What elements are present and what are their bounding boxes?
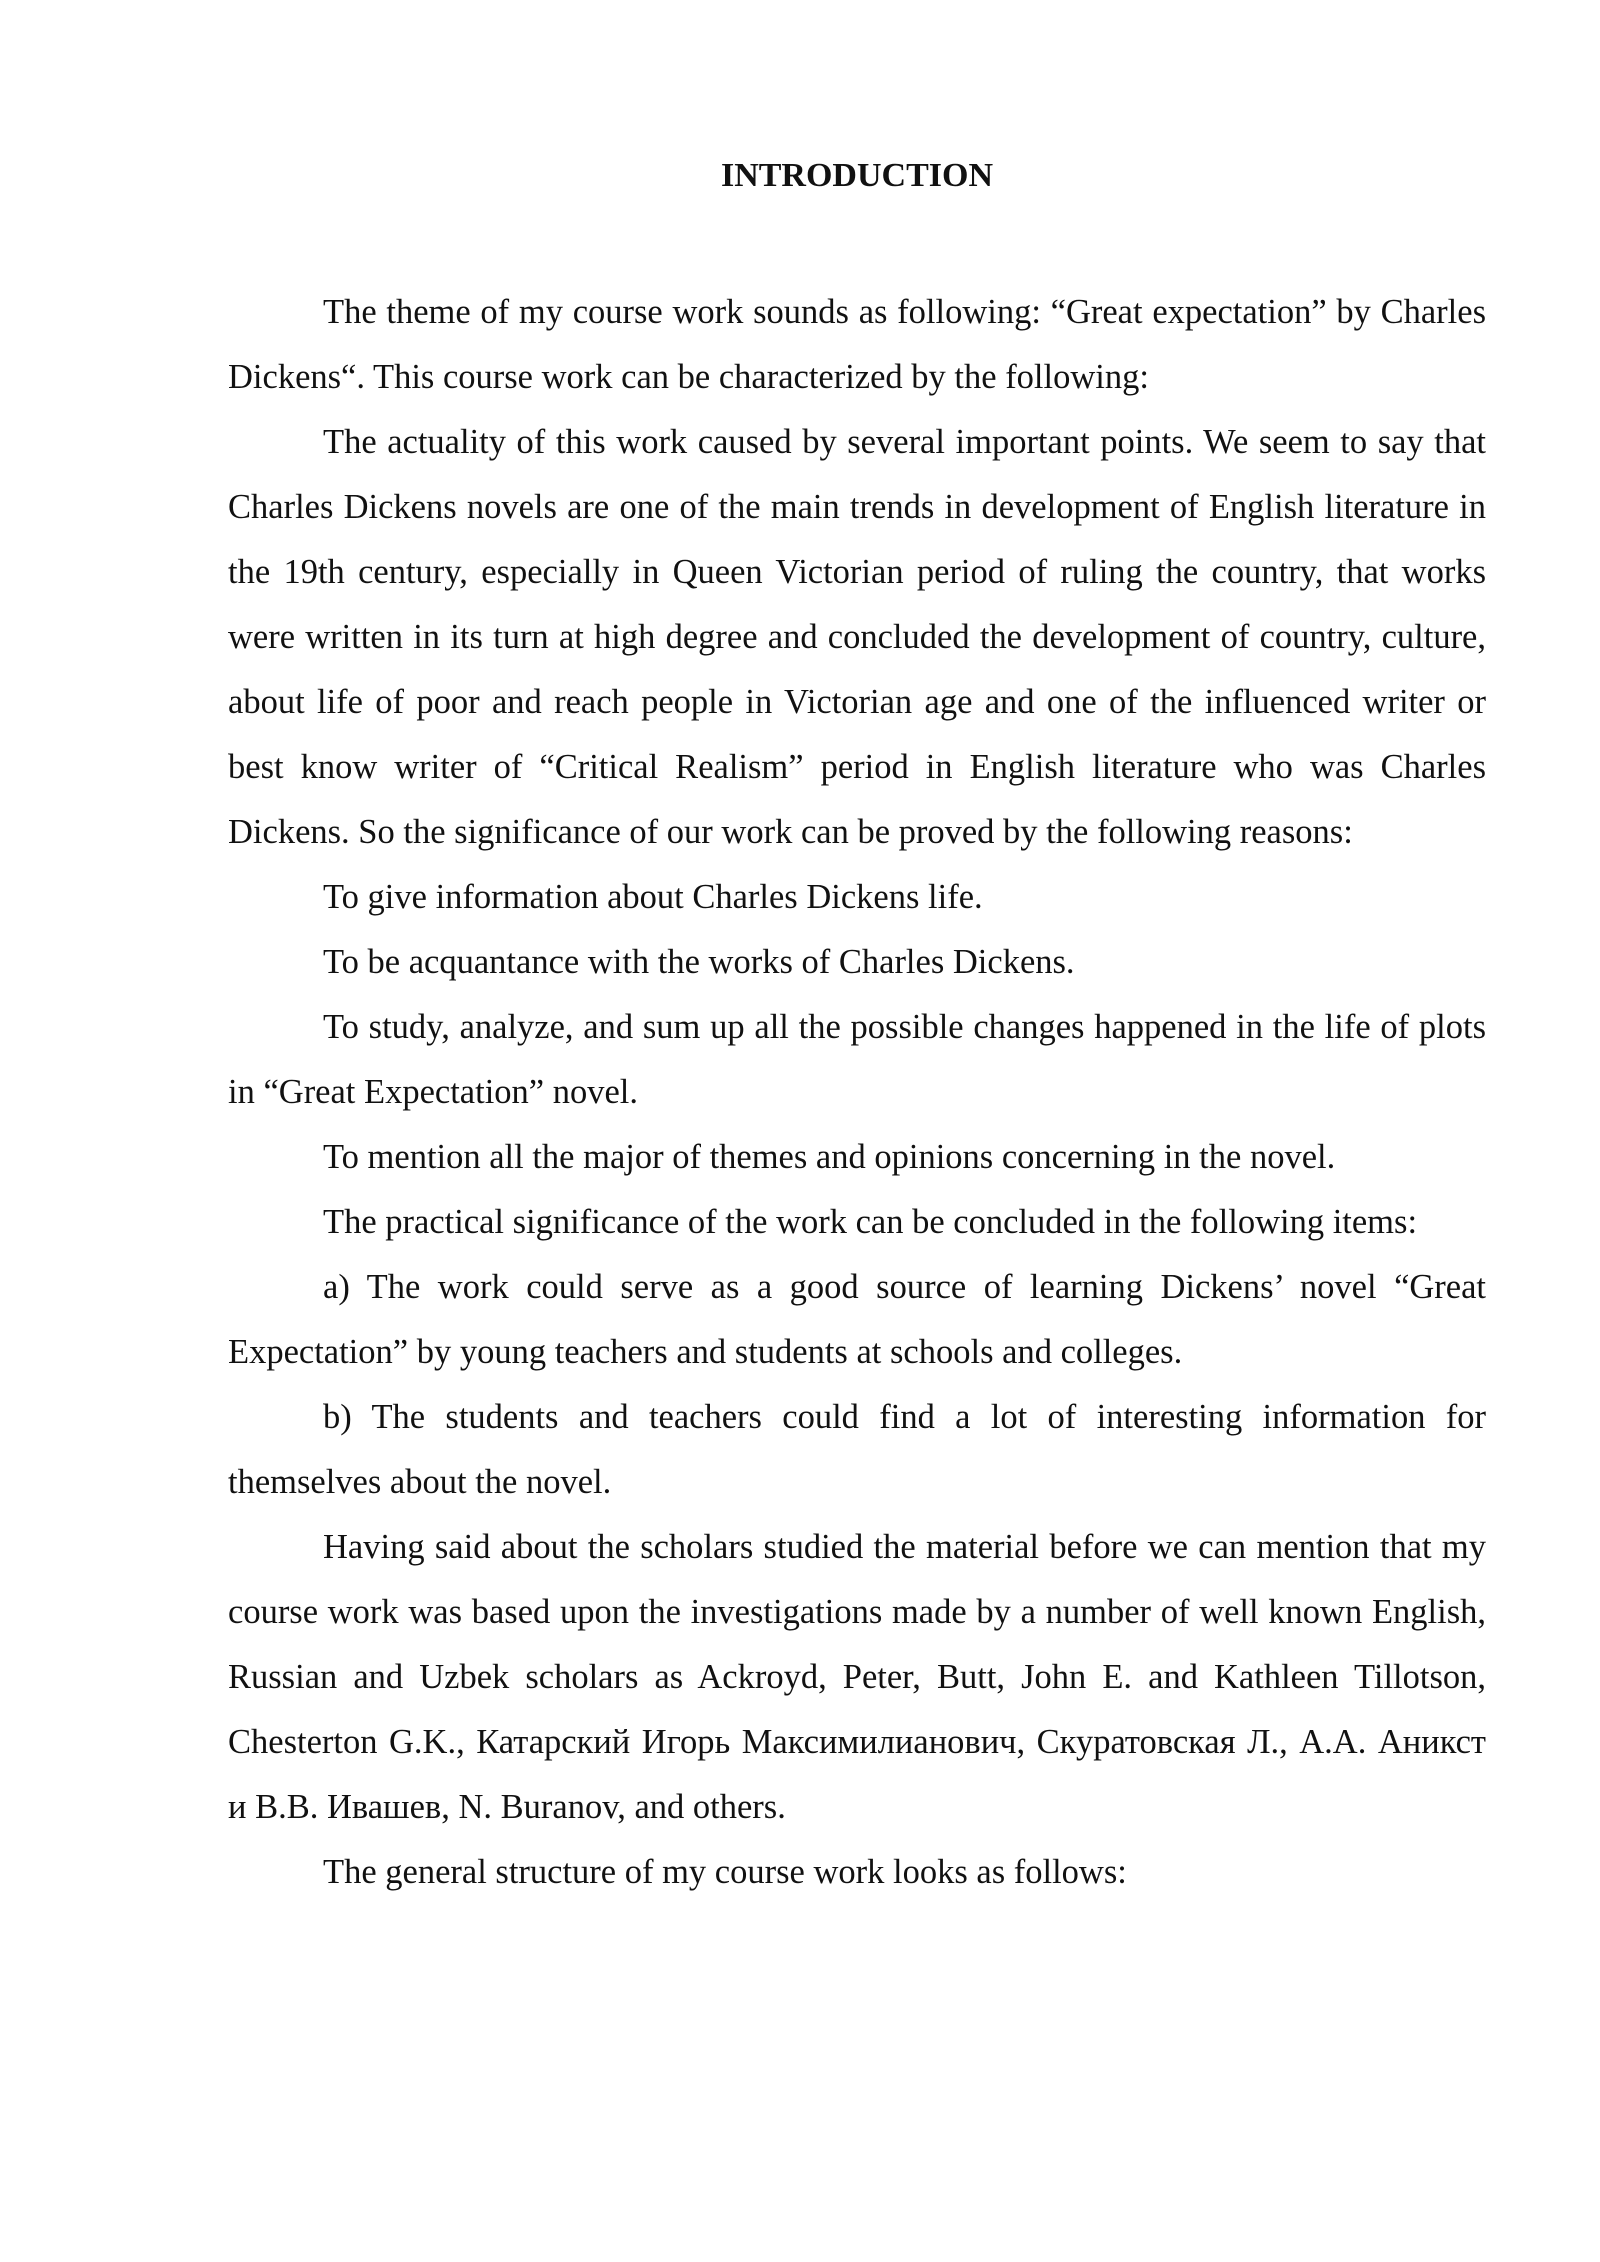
- paragraph-scholars: Having said about the scholars studied the material before we can mention that my course work was based upon the investigations made by a number of well known English, Russian and Uzbek scholars as Ackroyd, Peter, Butt, John E. and Kathleen Tillotson, Chesterton G.K., Катарский Игорь Максимилианович, Скуратовская Л., А.А. Аникст и В.В. Ивашев, N. Buranov, and others.: [228, 1528, 1486, 1826]
- paragraph-theme: The theme of my course work sounds as following: “Great expectation” by Charles Dickens“. This course work can be characterized by the following:: [228, 293, 1486, 396]
- paragraph-aim-works: To be acquantance with the works of Charles Dickens.: [323, 943, 1075, 981]
- document-body: [228, 280, 1486, 1905]
- paragraph-actuality: The actuality of this work caused by several important points. We seem to say that Charles Dickens novels are one of the main trends in development of English literature in the 19th century, especially in Queen Victorian period of ruling the country, that works were written in its turn at high degree and concluded the development of country, culture, about life of poor and reach people in Victorian age and one of the influenced writer or best know writer of “Critical Realism” period in English literature who was Charles Dickens. So the significance of our work can be proved by the following reasons:: [228, 423, 1486, 851]
- paragraph-item-b: b) The students and teachers could find a lot of interesting information for themselves about the novel.: [228, 1398, 1486, 1501]
- page-title: INTRODUCTION: [720, 157, 994, 194]
- paragraph-structure: The general structure of my course work looks as follows:: [323, 1853, 1127, 1891]
- paragraph-aim-themes: To mention all the major of themes and opinions concerning in the novel.: [323, 1138, 1336, 1176]
- paragraph-practical-significance: The practical significance of the work can be concluded in the following items:: [323, 1203, 1418, 1241]
- paragraph-aim-study: To study, analyze, and sum up all the possible changes happened in the life of plots in “Great Expectation” novel.: [228, 1008, 1486, 1111]
- paragraph-aim-life: To give information about Charles Dickens life.: [323, 878, 983, 916]
- paragraph-item-a: a) The work could serve as a good source of learning Dickens’ novel “Great Expectation” by young teachers and students at schools and colleges.: [228, 1268, 1486, 1371]
